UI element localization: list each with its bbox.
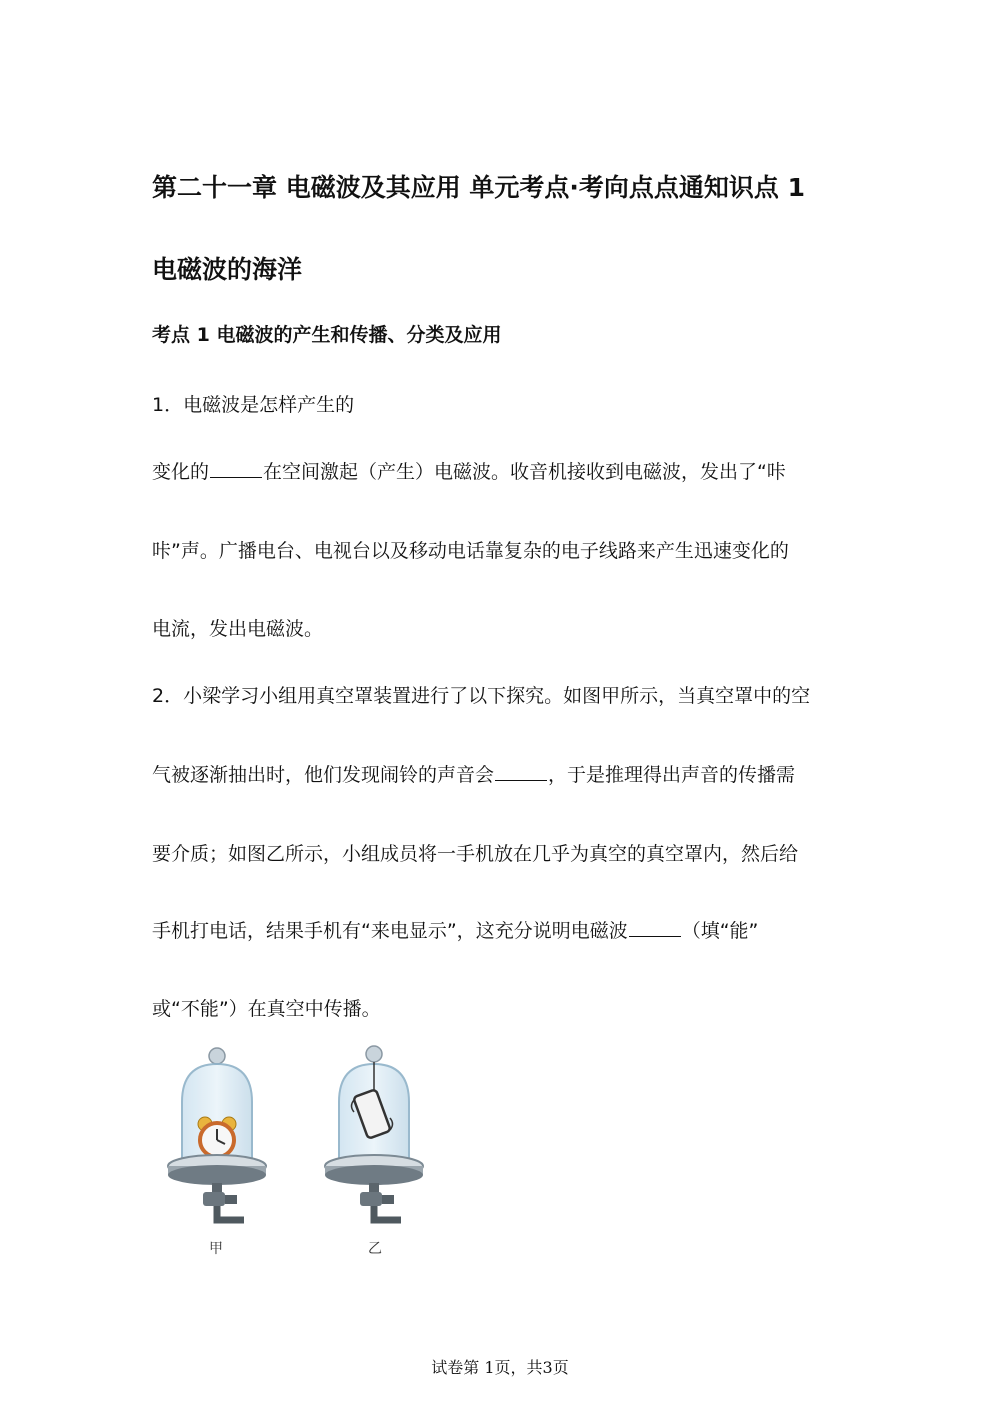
q1-prompt: 1．电磁波是怎样产生的	[152, 394, 355, 416]
q2-line4-before: 手机打电话，结果手机有“来电显示”，这充分说明电磁波	[152, 920, 628, 942]
experiment-figure	[160, 1040, 440, 1265]
bell-jar-illustrations	[160, 1040, 440, 1265]
q2-line3: 要介质；如图乙所示，小组成员将一手机放在几乎为真空的真空罩内，然后给	[152, 843, 799, 865]
q2-line4-after: （填“能”	[681, 920, 759, 942]
figure-label-yi: 乙	[368, 1241, 382, 1257]
q1-line1	[152, 457, 786, 484]
bell-jar-left	[168, 1048, 266, 1220]
q1-line3: 电流，发出电磁波。	[152, 618, 324, 640]
page-title-line1: 第二十一章 电磁波及其应用 单元考点·考向点点通知识点 1	[152, 173, 806, 202]
q2-line2-after: ，于是推理得出声音的传播需	[548, 764, 796, 786]
q2-line1: 2．小梁学习小组用真空罩装置进行了以下探究。如图甲所示，当真空罩中的空	[152, 685, 811, 707]
bell-jar-right	[325, 1046, 423, 1220]
figure-label-jia: 甲	[209, 1241, 223, 1257]
answer-blank-2[interactable]	[495, 760, 547, 781]
q2-line2	[152, 760, 795, 787]
page-footer: 试卷第 1页，共3页	[431, 1358, 569, 1377]
q1-line1-after: 在空间激起（产生）电磁波。收音机接收到电磁波，发出了“咔	[263, 461, 786, 483]
q1-line1-before: 变化的	[152, 461, 210, 483]
q2-line2-before: 气被逐渐抽出时，他们发现闹铃的声音会	[152, 764, 495, 786]
q1-line2: 咔”声。广播电台、电视台以及移动电话靠复杂的电子线路来产生迅速变化的	[152, 540, 789, 562]
q2-line5: 或“不能”）在真空中传播。	[152, 998, 381, 1020]
page-title-line2: 电磁波的海洋	[152, 255, 303, 284]
answer-blank-1[interactable]	[210, 457, 262, 478]
q2-line4	[152, 916, 758, 943]
section-heading: 考点 1 电磁波的产生和传播、分类及应用	[152, 324, 502, 346]
answer-blank-3[interactable]	[629, 916, 681, 937]
